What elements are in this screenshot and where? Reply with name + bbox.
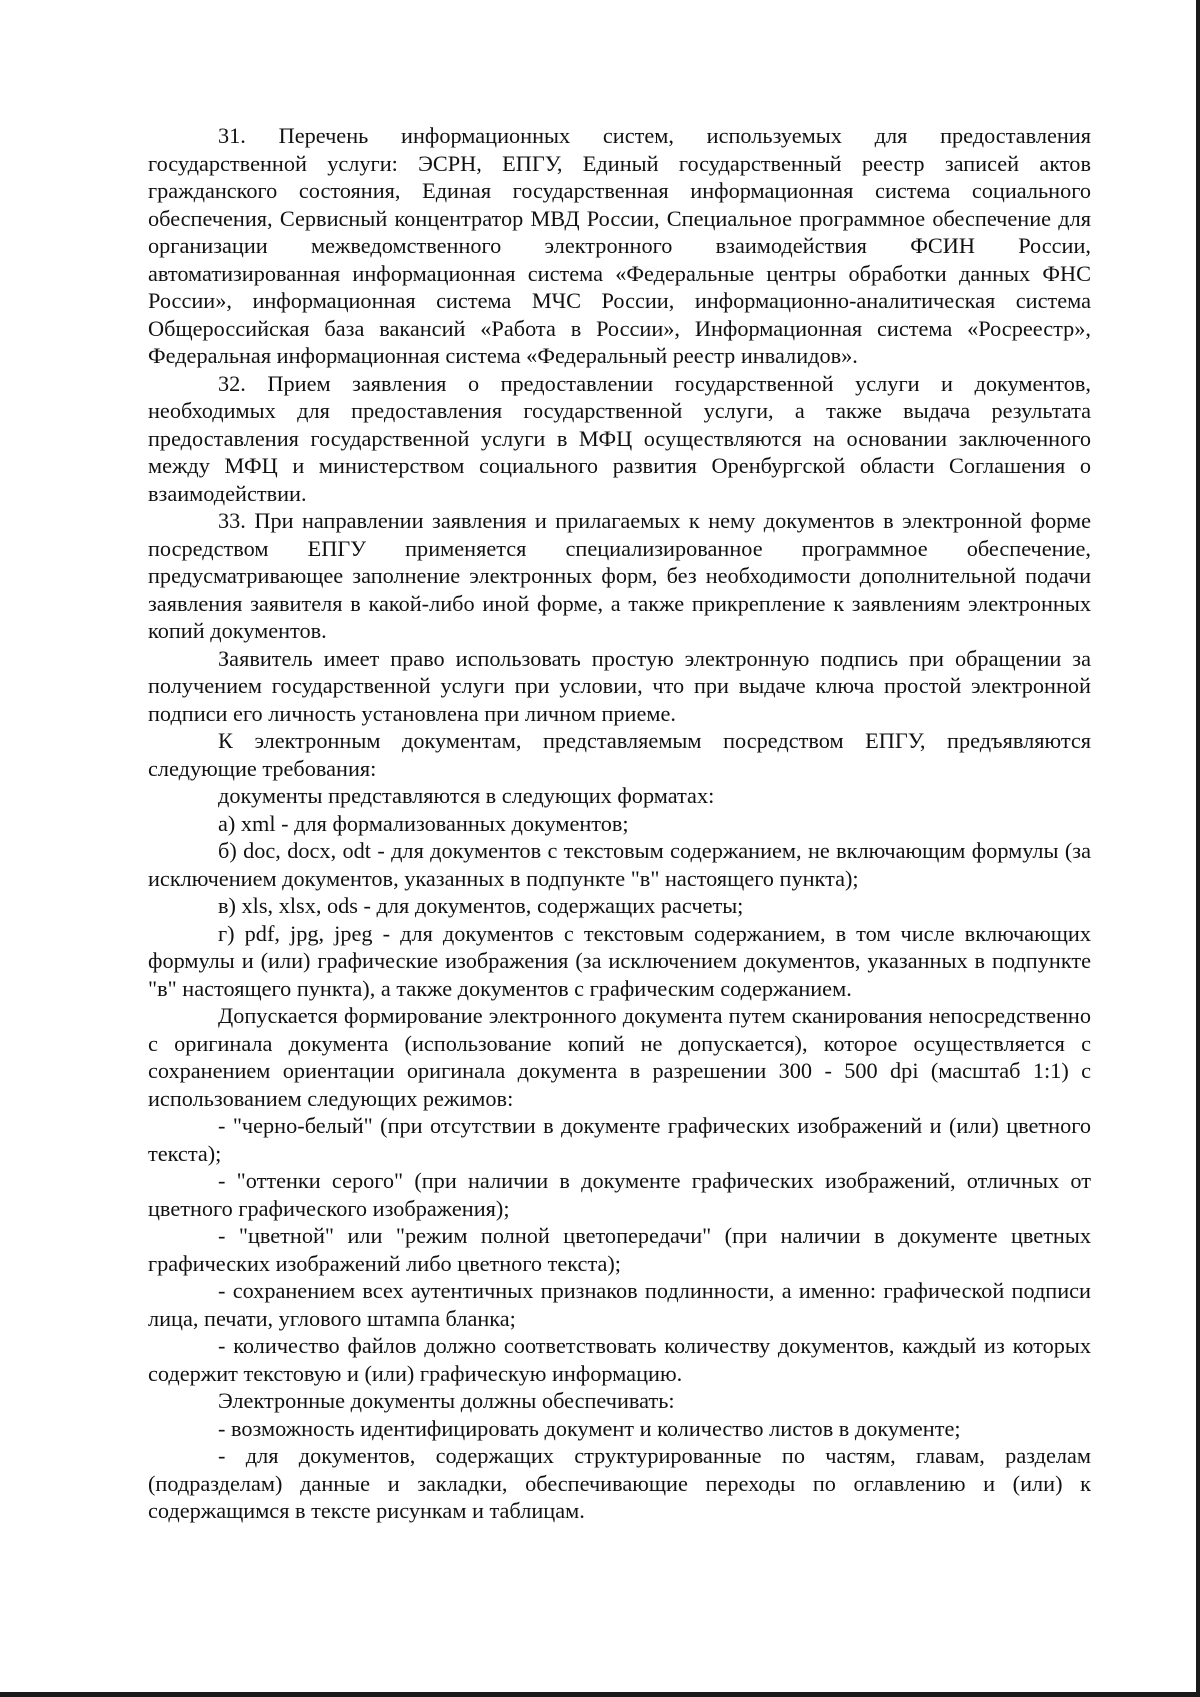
list-item-file-count: - количество файлов должно соответствовать количеству документов, каждый из которых содержит текстовую и (или) графическую информацию.: [148, 1333, 1091, 1386]
scan-edge-bottom: [0, 1692, 1200, 1697]
list-item-authenticity: - сохранением всех аутентичных признаков подлинности, а именно: графической подписи лица, печати, углового штампа бланка;: [148, 1278, 1091, 1331]
scan-edge-right: [1196, 0, 1200, 1697]
paragraph-33-electronic-submission: 33. При направлении заявления и прилагаемых к нему документов в электронной форме посредством ЕПГУ применяется специализированное программное обеспечение, предусматривающее заполнение электронных форм, без необходимости дополнительной подачи заявления заявителя в какой-либо иной форме, а также прикрепление к заявлениям электронных копий документов.: [148, 508, 1091, 643]
list-item-identify-document: - возможность идентифицировать документ и количество листов в документе;: [218, 1415, 961, 1441]
paragraph-scanning-allowed: Допускается формирование электронного документа путем сканирования непосредственно с оригинала документа (использование копий не допускается), которое осуществляется с сохранением ориентации оригинала документа в разрешении 300 - 500 dpi (масштаб 1:1) с использованием следующих режимов:: [148, 1003, 1091, 1111]
paragraph-formats-intro: документы представляются в следующих форматах:: [218, 783, 715, 808]
document-page: [148, 122, 1091, 1525]
paragraph-32-mfc-acceptance: 32. Прием заявления о предоставлении государственной услуги и документов, необходимых для предоставления государственной услуги, а также выдача результата предоставления государственной услуги в МФЦ осуществляются на основании заключенного между МФЦ и министерством социального развития Оренбургской области Соглашения о взаимодействии.: [148, 370, 1091, 506]
list-item-mode-black-white: - "черно-белый" (при отсутствии в документе графических изображений и (или) цветного текста);: [148, 1113, 1091, 1166]
list-item-mode-grayscale: - "оттенки серого" (при наличии в документе графических изображений, отличных от цветного графического изображения);: [148, 1168, 1091, 1221]
list-item-format-g: г) pdf, jpg, jpeg - для документов с текстовым содержанием, в том числе включающих формулы и (или) графические изображения (за исключением документов, указанных в подпункте "в" настоящего пункта), а также документов с графическим содержанием.: [148, 920, 1091, 1001]
list-item-format-v: в) xls, xlsx, ods - для документов, содержащих расчеты;: [218, 893, 744, 918]
paragraph-electronic-document-requirements: К электронным документам, представляемым посредством ЕПГУ, предъявляются следующие требования:: [148, 728, 1091, 781]
paragraph-31-information-systems: 31. Перечень информационных систем, используемых для предоставления государственной услуги: ЭСРН, ЕПГУ, Единый государственный реестр записей актов гражданского состояния, Единая государственная информационная система социального обеспечения, Сервисный концентратор МВД России, Специальное программное обеспечение для организации межведомственного электронного взаимодействия ФСИН России, автоматизированная информационная система «Федеральные центры обработки данных ФНС России», информационная система МЧС России, информационно-аналитическая система Общероссийская база вакансий «Работа в России», Информационная система «Росреестр», Федеральная информационная система «Федеральный реестр инвалидов».: [148, 123, 1091, 368]
paragraph-documents-must-provide: Электронные документы должны обеспечивать:: [218, 1388, 675, 1413]
list-item-structured-bookmarks: - для документов, содержащих структурированные по частям, главам, разделам (подразделам) данные и закладки, обеспечивающие переходы по оглавлению и (или) к содержащимся в тексте рисункам и таблицам.: [148, 1443, 1091, 1523]
paragraph-simple-electronic-signature: Заявитель имеет право использовать простую электронную подпись при обращении за получением государственной услуги при условии, что при выдаче ключа простой электронной подписи его личность установлена при личном приеме.: [148, 645, 1091, 726]
list-item-format-a: а) xml - для формализованных документов;: [218, 810, 629, 836]
list-item-format-b: б) doc, docx, odt - для документов с текстовым содержанием, не включающим формулы (за исключением документов, указанных в подпункте "в" настоящего пункта);: [148, 838, 1091, 891]
list-item-mode-color: - "цветной" или "режим полной цветопередачи" (при наличии в документе цветных графических изображений либо цветного текста);: [148, 1223, 1091, 1276]
